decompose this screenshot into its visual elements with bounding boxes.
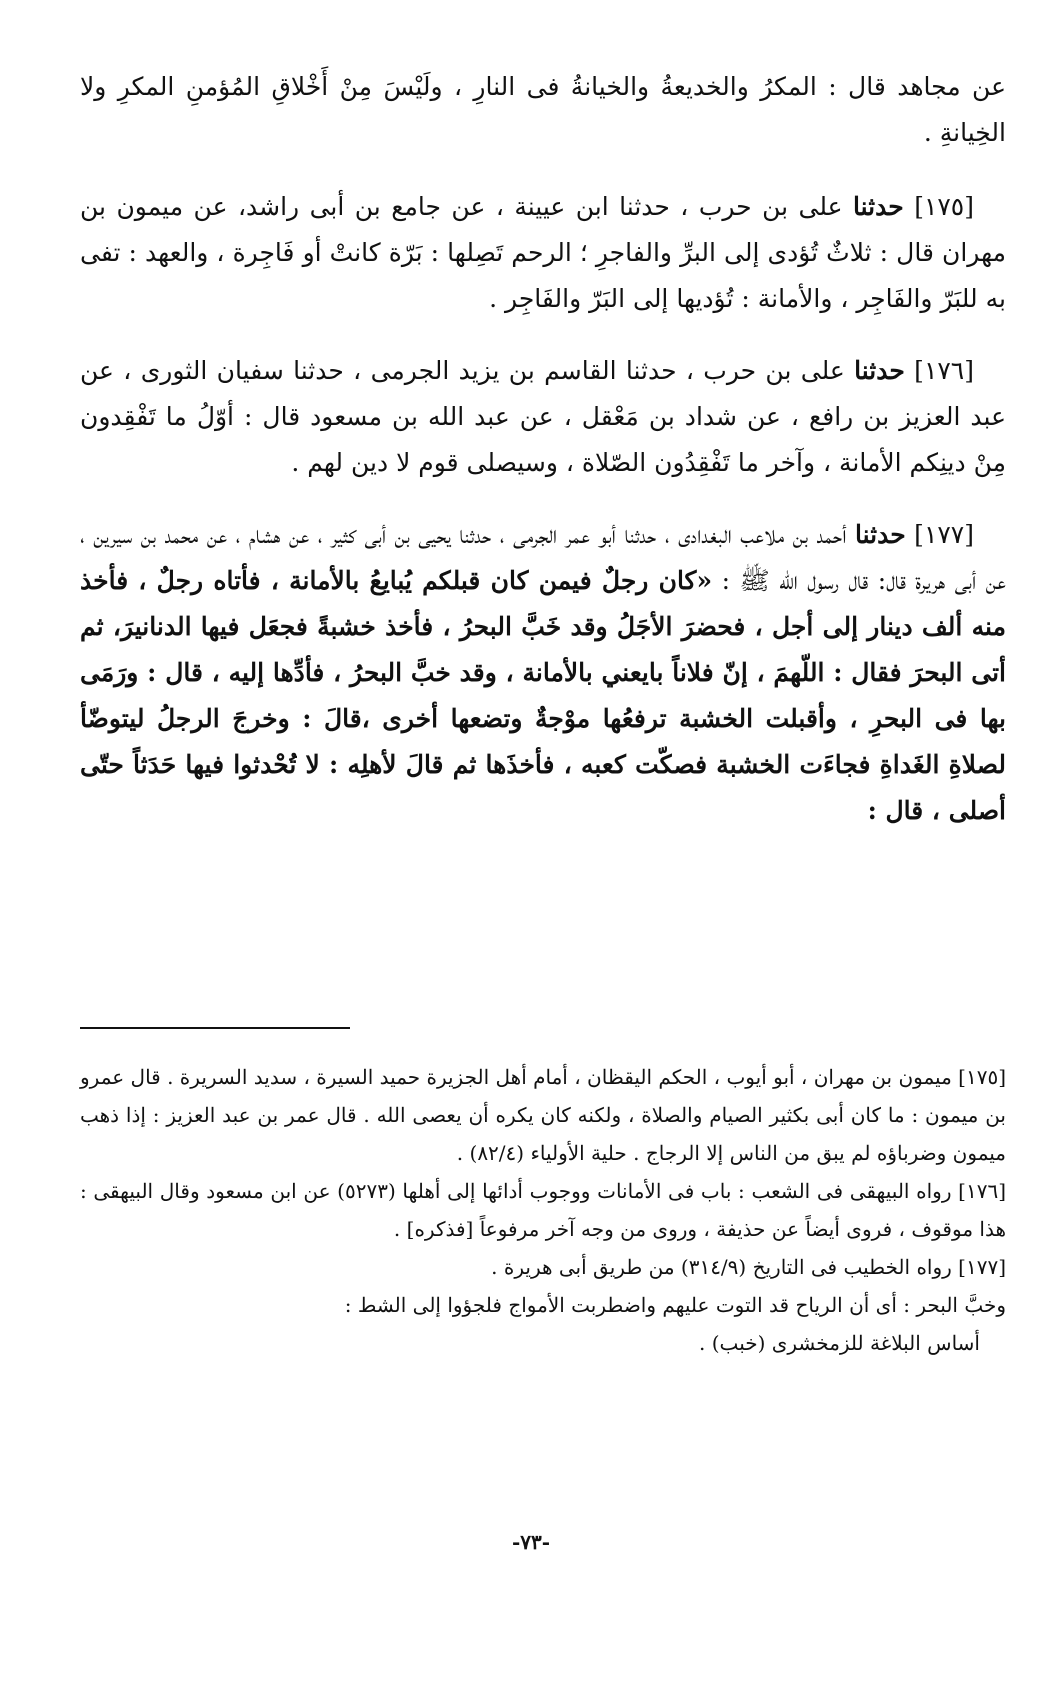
footnote-176: [١٧٦] رواه البيهقى فى الشعب : باب فى الأمانات ووجوب أدائها إلى أهلها (٥٢٧٣) عن ابن مسعود وقال البيهقى : هذا موقوف ، فروى أيضاً عن حذيفة ، وروى من وجه آخر مرفوعاً [فذكره] . — [80, 1179, 1006, 1241]
hadith-text-177: «كان رجلٌ فيمن كان قبلكم يُبايعُ بالأمانة ، فأتاه رجلٌ ، فأخذ منه ألف دينار إلى أجل ، فحضرَ الأجَلُ وقد خَبَّ البحرُ ، فأخذ خشبةً فجعَل فيها الدنانيرَ، ثم أتى البحرَ فقال : اللّهمَ ، إنّ فلاناً بايعني بالأمانة ، وقد خبَّ البحرُ ، فأدِّها إليه ، قال : ورَمَى بها فى البحرِ ، وأقبلت الخشبة ترفعُها موْجةٌ وتضعها أخرى ،قالَ : وخرجَ الرجلُ ليتوضّأ لصلاةِ الغَداةِ فجاءَت الخشبة فصكّت كعبه ، فأخذَها ثم قالَ لأهلِه : لا تُحْدثوا فيها حَدَثاً حتّى أصلى ، قال : — [80, 566, 1006, 825]
paragraph-177 — [80, 512, 1006, 834]
paragraph-176-text: على بن حرب ، حدثنا القاسم بن يزيد الجرمى ، حدثنا سفيان الثورى ، عن عبد العزيز بن رافع ، عن شداد بن مَعْقل ، عن عبد الله بن مسعود قال : أوّلُ ما تَفْقِدون مِنْ دينِكم الأمانة ، وآخر ما تَفْقِدُون الصّلاة ، وسيصلى قوم لا دين لهم . — [80, 356, 1006, 477]
paragraph-177-text: أحمد بن ملاعب البغدادى ، حدثنا أبو عمر الجرمى ، حدثنا يحيى بن أبى كثير ، عن هشام ، عن محمد بن سيرين ، عن أبى هريرة قال: قال رسول الله ﷺ : — [80, 520, 1006, 595]
page-number: -٧٣- — [511, 1530, 551, 1554]
paragraph-175 — [80, 184, 1006, 322]
chain-opener-176: حدثنا — [854, 356, 905, 385]
paragraph-intro-text: عن مجاهد قال : المكرُ والخديعةُ والخيانةُ فى النارِ ، ولَيْسَ مِنْ أَخْلاقِ المُؤمنِ المكرِ ولا الخِيانةِ . — [80, 72, 1006, 147]
hadith-number-175: [١٧٥] — [914, 192, 975, 221]
main-text — [80, 64, 1006, 860]
paragraph-176 — [80, 348, 1006, 486]
footnotes — [80, 1058, 1006, 1362]
hadith-number-177: [١٧٧] — [914, 520, 974, 549]
footnote-definition-line1: وخبَّ البحر : أى أن الرياح قد التوت عليهم واضطربت الأمواج فلجؤوا إلى الشط : — [344, 1293, 1006, 1317]
chain-opener-175: حدثنا — [853, 192, 904, 221]
footnote-separator — [80, 1027, 350, 1029]
footnote-definition — [80, 1286, 1006, 1362]
chain-opener-177: حدثنا — [855, 520, 906, 549]
footnote-definition-line2: أساس البلاغة للزمخشرى (خبب) . — [699, 1331, 980, 1355]
paragraph-intro — [80, 64, 1006, 156]
footnote-177: [١٧٧] رواه الخطيب فى التاريخ (٣١٤/٩) من طريق أبى هريرة . — [491, 1255, 1006, 1279]
paragraph-175-text: على بن حرب ، حدثنا ابن عيينة ، عن جامع بن أبى راشد، عن ميمون بن مهران قال : ثلاثٌ تُؤدى إلى البرِّ والفاجرِ ؛ الرحم تَصِلها : بَرّة كانتْ أو فَاجِرة ، والعهد : تفى به للبَرّ والفَاجِر ، والأمانة : تُؤديها إلى البَرّ والفَاجِر . — [80, 192, 1006, 313]
hadith-number-176: [١٧٦] — [914, 356, 974, 385]
footnote-175: [١٧٥] ميمون بن مهران ، أبو أيوب ، الحكم اليقظان ، أمام أهل الجزيرة حميد السيرة ، سديد السريرة . قال عمرو بن ميمون : ما كان أبى بكثير الصيام والصلاة ، ولكنه كان يكره أن يعصى الله . قال عمر بن عبد العزيز : إذا ذهب ميمون وضرباؤه لم يبق من الناس إلا الرجاج . حلية الأولياء (٨٢/٤) . — [80, 1065, 1006, 1165]
